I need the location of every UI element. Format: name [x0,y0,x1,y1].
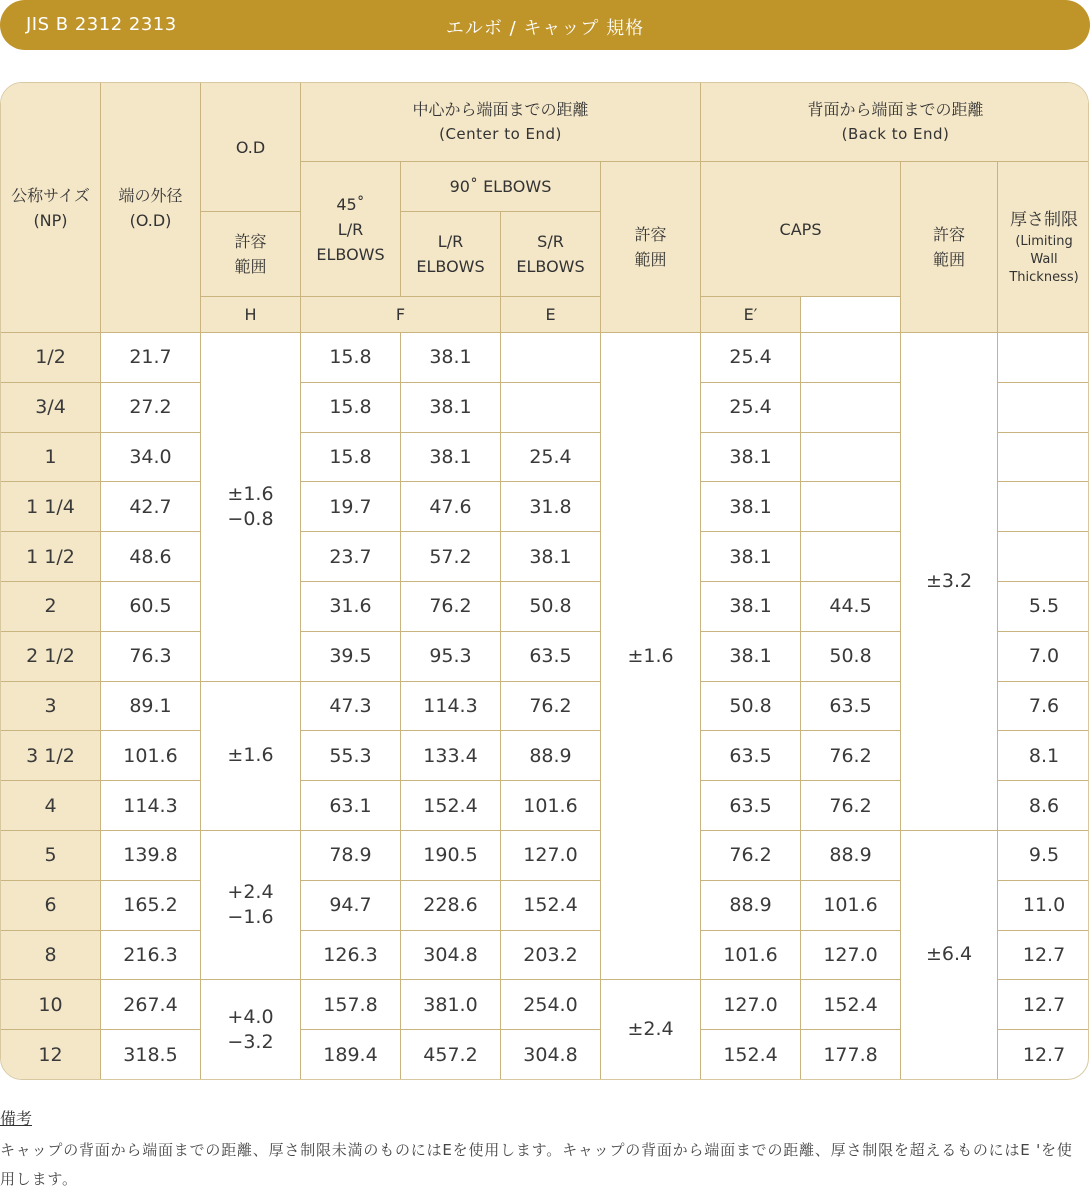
h-45-lr-cell: 15.8 [301,382,401,432]
caps-e-cell: 38.1 [701,432,801,482]
caps-e-cell: 25.4 [701,333,801,383]
nominal-size-cell: 1 [1,432,101,482]
outer-diameter-cell: 21.7 [101,333,201,383]
outer-diameter-cell: 27.2 [101,382,201,432]
h-45-lr-cell: 189.4 [301,1030,401,1080]
nominal-size-cell: 1/2 [1,333,101,383]
od-tolerance-cell: ±1.6 −0.8 [201,333,301,682]
h-45-lr-cell: 47.3 [301,681,401,731]
nominal-size-cell: 6 [1,880,101,930]
outer-diameter-cell: 34.0 [101,432,201,482]
header-nominal-size: 公称サイズ (NP) [1,83,101,333]
wall-thickness-cell: 11.0 [998,880,1089,930]
wall-thickness-cell: 12.7 [998,930,1089,980]
caps-e-cell: 152.4 [701,1030,801,1080]
caps-e-cell: 38.1 [701,581,801,631]
wall-thickness-cell: 8.1 [998,731,1089,781]
f-sr-cell: 304.8 [501,1030,601,1080]
f-lr-cell: 57.2 [401,532,501,582]
caps-e-cell: 101.6 [701,930,801,980]
outer-diameter-cell: 139.8 [101,830,201,880]
caps-e-cell: 38.1 [701,532,801,582]
od-tolerance-cell: ±1.6 [201,681,301,830]
back-tolerance-cell: ±6.4 [901,830,998,1079]
f-lr-cell: 304.8 [401,930,501,980]
header-caps: CAPS [701,162,901,297]
caps-e-prime-cell [801,432,901,482]
spec-table [0,82,1089,1080]
outer-diameter-cell: 101.6 [101,731,201,781]
caps-e-prime-cell: 127.0 [801,930,901,980]
f-lr-cell: 133.4 [401,731,501,781]
f-lr-cell: 95.3 [401,631,501,681]
header-outer-diameter: 端の外径 (O.D) [101,83,201,333]
caps-e-prime-cell [801,333,901,383]
wall-thickness-cell: 7.6 [998,681,1089,731]
nominal-size-cell: 10 [1,980,101,1030]
od-tolerance-cell: +4.0 −3.2 [201,980,301,1080]
outer-diameter-cell: 267.4 [101,980,201,1030]
caps-e-prime-cell: 44.5 [801,581,901,631]
h-45-lr-cell: 15.8 [301,333,401,383]
nominal-size-cell: 2 [1,581,101,631]
h-45-lr-cell: 23.7 [301,532,401,582]
h-45-lr-cell: 157.8 [301,980,401,1030]
standard-code: JIS B 2312 2313 [26,14,177,35]
header-E: E [501,297,601,333]
caps-e-cell: 63.5 [701,731,801,781]
header-H: H [201,297,301,333]
caps-e-cell: 38.1 [701,482,801,532]
nominal-size-cell: 12 [1,1030,101,1080]
table-row [1,333,1090,383]
f-sr-cell [501,333,601,383]
outer-diameter-cell: 48.6 [101,532,201,582]
nominal-size-cell: 3 1/2 [1,731,101,781]
f-lr-cell: 381.0 [401,980,501,1030]
caps-e-prime-cell: 101.6 [801,880,901,930]
f-lr-cell: 38.1 [401,382,501,432]
f-sr-cell: 203.2 [501,930,601,980]
f-lr-cell: 114.3 [401,681,501,731]
caps-e-prime-cell [801,482,901,532]
center-tolerance-cell: ±2.4 [601,980,701,1080]
f-lr-cell: 457.2 [401,1030,501,1080]
f-lr-cell: 152.4 [401,781,501,831]
outer-diameter-cell: 216.3 [101,930,201,980]
f-sr-cell: 88.9 [501,731,601,781]
h-45-lr-cell: 126.3 [301,930,401,980]
caps-e-prime-cell: 50.8 [801,631,901,681]
wall-thickness-cell: 12.7 [998,1030,1089,1080]
h-45-lr-cell: 63.1 [301,781,401,831]
nominal-size-cell: 3/4 [1,382,101,432]
f-lr-cell: 38.1 [401,432,501,482]
outer-diameter-cell: 60.5 [101,581,201,631]
header-sr-elbows: S/R ELBOWS [501,212,601,297]
f-lr-cell: 190.5 [401,830,501,880]
caps-e-cell: 88.9 [701,880,801,930]
od-tolerance-cell: +2.4 −1.6 [201,830,301,979]
caps-e-prime-cell: 177.8 [801,1030,901,1080]
wall-thickness-cell: 5.5 [998,581,1089,631]
h-45-lr-cell: 78.9 [301,830,401,880]
caps-e-cell: 76.2 [701,830,801,880]
header-od-tolerance: O.D [201,83,301,212]
header-45-lr-elbows: 45˚ L/R ELBOWS [301,162,401,297]
caps-e-cell: 63.5 [701,781,801,831]
wall-thickness-cell [998,333,1089,383]
header-od-tolerance-range: 許容 範囲 [201,212,301,297]
nominal-size-cell: 4 [1,781,101,831]
header-90-elbows: 90˚ ELBOWS [401,162,601,212]
caps-e-cell: 38.1 [701,631,801,681]
caps-e-prime-cell: 63.5 [801,681,901,731]
h-45-lr-cell: 94.7 [301,880,401,930]
outer-diameter-cell: 89.1 [101,681,201,731]
wall-thickness-cell: 9.5 [998,830,1089,880]
caps-e-prime-cell: 76.2 [801,781,901,831]
caps-e-prime-cell [801,532,901,582]
nominal-size-cell: 1 1/2 [1,532,101,582]
caps-e-prime-cell [801,382,901,432]
caps-e-cell: 25.4 [701,382,801,432]
caps-e-prime-cell: 76.2 [801,731,901,781]
h-45-lr-cell: 39.5 [301,631,401,681]
wall-thickness-cell: 12.7 [998,980,1089,1030]
outer-diameter-cell: 76.3 [101,631,201,681]
title-banner [0,0,1090,50]
outer-diameter-cell: 318.5 [101,1030,201,1080]
f-sr-cell: 38.1 [501,532,601,582]
outer-diameter-cell: 114.3 [101,781,201,831]
wall-thickness-cell [998,532,1089,582]
outer-diameter-cell: 165.2 [101,880,201,930]
table-body [1,333,1090,1080]
wall-thickness-cell: 7.0 [998,631,1089,681]
caps-e-cell: 127.0 [701,980,801,1030]
header-center-tolerance: 許容 範囲 [601,162,701,333]
f-sr-cell: 50.8 [501,581,601,631]
h-45-lr-cell: 31.6 [301,581,401,631]
header-lr-elbows: L/R ELBOWS [401,212,501,297]
f-lr-cell: 76.2 [401,581,501,631]
caps-e-prime-cell: 152.4 [801,980,901,1030]
nominal-size-cell: 5 [1,830,101,880]
f-sr-cell: 101.6 [501,781,601,831]
f-sr-cell [501,382,601,432]
nominal-size-cell: 8 [1,930,101,980]
spec-table-container [0,82,1089,1080]
f-sr-cell: 127.0 [501,830,601,880]
back-tolerance-cell: ±3.2 [901,333,998,831]
f-sr-cell: 152.4 [501,880,601,930]
notes-text: キャップの背面から端面までの距離、厚さ制限未満のものにはEを使用します。キャップの背面から端面までの距離、厚さ制限を超えるものにはE 'を使用します。 [0,1141,1073,1188]
f-sr-cell: 76.2 [501,681,601,731]
nominal-size-cell: 1 1/4 [1,482,101,532]
page-title: エルボ / キャップ 規格 [445,18,645,39]
f-sr-cell: 254.0 [501,980,601,1030]
f-sr-cell: 31.8 [501,482,601,532]
f-lr-cell: 228.6 [401,880,501,930]
caps-e-prime-cell: 88.9 [801,830,901,880]
f-sr-cell: 25.4 [501,432,601,482]
header-back-to-end: 背面から端面までの距離 (Back to End) [701,83,1089,162]
notes-title: 備考 [0,1109,33,1128]
nominal-size-cell: 2 1/2 [1,631,101,681]
header-F: F [301,297,501,333]
caps-e-cell: 50.8 [701,681,801,731]
nominal-size-cell: 3 [1,681,101,731]
wall-thickness-cell [998,482,1089,532]
header-E-prime: E′ [701,297,801,333]
outer-diameter-cell: 42.7 [101,482,201,532]
f-sr-cell: 63.5 [501,631,601,681]
center-tolerance-cell: ±1.6 [601,333,701,980]
header-center-to-end: 中心から端面までの距離 (Center to End) [301,83,701,162]
header-back-tolerance: 許容 範囲 [901,162,998,333]
f-lr-cell: 47.6 [401,482,501,532]
h-45-lr-cell: 15.8 [301,432,401,482]
table-row [1,830,1090,880]
h-45-lr-cell: 55.3 [301,731,401,781]
header-limiting-wall-thickness: 厚さ制限 (Limiting Wall Thickness) [998,162,1089,333]
wall-thickness-cell [998,432,1089,482]
wall-thickness-cell: 8.6 [998,781,1089,831]
h-45-lr-cell: 19.7 [301,482,401,532]
wall-thickness-cell [998,382,1089,432]
f-lr-cell: 38.1 [401,333,501,383]
